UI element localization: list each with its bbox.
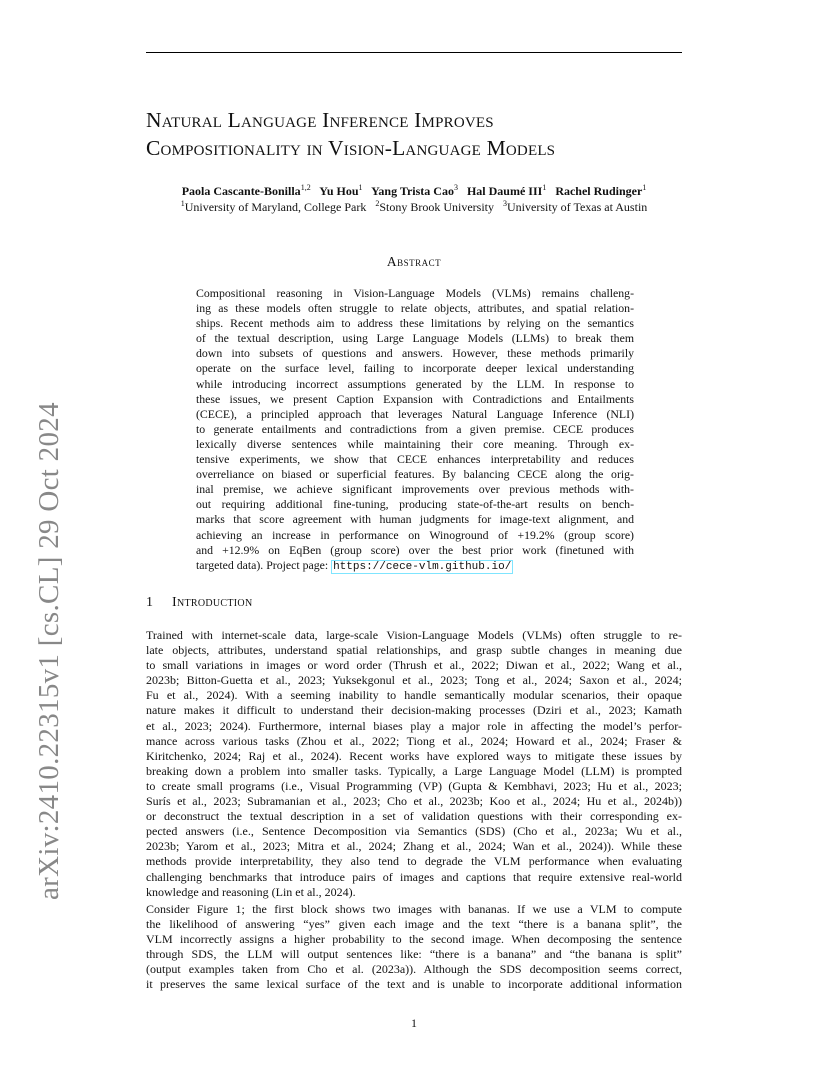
body-line: Trained with internet-scale data, large-scale Vision-Language Models (VLMs) often struggle to re- xyxy=(146,628,682,642)
section-number: 1 xyxy=(146,595,153,610)
abstract-line: while introducing incorrect assumptions generated by the LLM. In response to xyxy=(196,376,634,391)
abstract-line: marks that score agreement with human judgments for image-text alignment, and xyxy=(196,512,634,527)
abstract-line: ships. Recent methods aim to address these limitations by relying on the semantics xyxy=(196,316,634,331)
affil-mark: 3 xyxy=(503,199,508,208)
abstract-line: and +12.9% on EqBen (group score) over the best prior work (finetuned with xyxy=(196,542,634,557)
body-line: or deconstruct the textual description in a set of validation questions with their corresponding ex- xyxy=(146,809,682,824)
abstract-line: lexically diverse sentences while maintaining their core meaning. Through ex- xyxy=(196,436,634,451)
abstract-line: achieving an increase in performance on Winoground of +19.2% (group score) xyxy=(196,527,634,542)
author-name: Yu Hou xyxy=(319,184,359,198)
body-line: the likelihood of answering “yes” given each image and the text “there is a banana split”, the xyxy=(146,917,682,932)
arxiv-stamp[interactable]: arXiv:2410.22315v1 [cs.CL] 29 Oct 2024 xyxy=(33,402,65,900)
intro-paragraph xyxy=(146,628,682,900)
abstract-line: tensive experiments, we show that CECE enhances interpretability and reduces xyxy=(196,452,634,467)
body-line: VLM incorrectly assigns a higher probability to the second image. When decomposing the sentence xyxy=(146,932,682,947)
author-list xyxy=(0,183,828,199)
abstract-line: ing as these models often struggle to relate objects, attributes, and spatial relation- xyxy=(196,301,634,316)
author-affil-mark: 1 xyxy=(542,183,547,192)
abstract-text: targeted data). Project page: xyxy=(196,557,332,572)
body-line: mance across various tasks (Zhou et al., 2022; Tiong et al., 2024; Howard et al., 2024; Fraser & xyxy=(146,733,682,748)
body-line: challenging benchmarks that introduce pairs of images and captions that require extensive real-world xyxy=(146,869,682,884)
project-page-link[interactable]: https://cece-vlm.github.io/ xyxy=(333,560,512,573)
body-line: et al., 2023; 2024). Furthermore, internal biases play a major role in affecting the model’s perfor- xyxy=(146,718,682,733)
abstract-line: out requiring additional fine-tuning, producing state-of-the-art results on bench- xyxy=(196,497,634,512)
affiliation: Stony Brook University xyxy=(379,200,495,214)
body-line: nature makes it difficult to understand their decision-making processes (Dziri et al., 2023; Kamath xyxy=(146,703,682,718)
affiliation: University of Texas at Austin xyxy=(507,200,648,214)
body-line: 2023b; Bitton-Guetta et al., 2023; Yuksekgonul et al., 2023; Tong et al., 2024; Saxon et al., 2024; xyxy=(146,673,682,688)
abstract-line: overreliance on biased or superficial features. By balancing CECE along the orig- xyxy=(196,467,634,482)
body-line: knowledge and reasoning (Lin et al., 2024). xyxy=(146,884,356,899)
author-affil-mark: 1,2 xyxy=(300,183,311,192)
body-line: Surís et al., 2023; Subramanian et al., 2023; Cho et al., 2023b; Koo et al., 2024; Hu et al., 2024b)) xyxy=(146,794,682,809)
title-line: Compositionality in Vision-Language Models xyxy=(146,136,556,160)
author-affil-mark: 3 xyxy=(453,183,458,192)
body-line: late objects, attributes, understand spatial relationships, and grasp subtle changes in meaning due xyxy=(146,643,682,658)
author-name: Hal Daumé III xyxy=(466,184,543,198)
section-title: Introduction xyxy=(172,595,253,610)
body-line: Kiritchenko, 2024; Raj et al., 2024). Recent works have explored ways to mitigate these issues by xyxy=(146,748,682,763)
body-line: to create small programs (i.e., Visual Programming (VP) (Gupta & Kembhavi, 2023; Hu et al., 2023; xyxy=(146,778,682,793)
body-line: methods provide interpretability, they also tend to degrade the VLM performance when evaluating xyxy=(146,854,682,869)
section-heading xyxy=(146,595,252,611)
title-line: Natural Language Inference Improves xyxy=(146,108,494,132)
body-line: it preserves the same lexical surface of the text and is unable to incorporate additional information xyxy=(146,977,682,992)
body-line: pected answers (i.e., Sentence Decomposition via Semantics (SDS) (Cho et al., 2023a; Wu et al., xyxy=(146,824,682,839)
abstract-line xyxy=(196,558,634,575)
affiliation-list xyxy=(0,199,828,215)
author-affil-mark: 1 xyxy=(358,183,363,192)
affil-mark: 1 xyxy=(180,199,185,208)
body-line: Fu et al., 2024). With a seeming inability to handle semantically modular scenarios, their opaque xyxy=(146,688,682,703)
intro-paragraph xyxy=(146,902,682,993)
author-name: Rachel Rudinger xyxy=(555,184,643,198)
abstract-line: inal premise, we achieve significant improvements over previous methods with- xyxy=(196,482,634,497)
author-name: Paola Cascante-Bonilla xyxy=(181,184,301,198)
abstract-line: of the textual description, using Large Language Models (LLMs) to break them xyxy=(196,331,634,346)
abstract-line: Compositional reasoning in Vision-Language Models (VLMs) remains challeng- xyxy=(196,286,634,300)
affil-mark: 2 xyxy=(375,199,380,208)
body-line: through SDS, the LLM will output sentences like: “there is a banana” and “the banana is split” xyxy=(146,947,682,962)
abstract-line: these issues, we present Caption Expansion with Contradictions and Entailments xyxy=(196,391,634,406)
abstract-line: to generate entailments and contradictions from a given premise. CECE produces xyxy=(196,421,634,436)
body-line: Consider Figure 1; the first block shows two images with bananas. If we use a VLM to compute xyxy=(146,902,682,916)
body-line: (output examples taken from Cho et al. (2023a)). Although the SDS decomposition seems correct, xyxy=(146,962,682,977)
abstract-body xyxy=(196,286,634,575)
body-line: to small variations in images or word order (Thrush et al., 2022; Diwan et al., 2022; Wang et al., xyxy=(146,658,682,673)
author-affil-mark: 1 xyxy=(642,183,647,192)
paper-title xyxy=(146,106,706,162)
abstract-line: (CECE), a principled approach that leverages Natural Language Inference (NLI) xyxy=(196,406,634,421)
body-line: breaking down a problem into smaller tasks. Typically, a Large Language Model (LLM) is prompted xyxy=(146,763,682,778)
abstract-line: down into subsets of questions and answers. However, these methods primarily xyxy=(196,346,634,361)
body-line: 2023b; Yarom et al., 2023; Mitra et al., 2024; Zhang et al., 2024; Wan et al., 2024)). While these xyxy=(146,839,682,854)
top-rule xyxy=(146,52,682,53)
author-name: Yang Trista Cao xyxy=(371,184,454,198)
page-number: 1 xyxy=(411,1016,417,1030)
abstract-heading: Abstract xyxy=(386,254,442,269)
affiliation: University of Maryland, College Park xyxy=(184,200,367,214)
abstract-line: operate on the surface level, failing to incorporate deeper lexical understanding xyxy=(196,361,634,376)
